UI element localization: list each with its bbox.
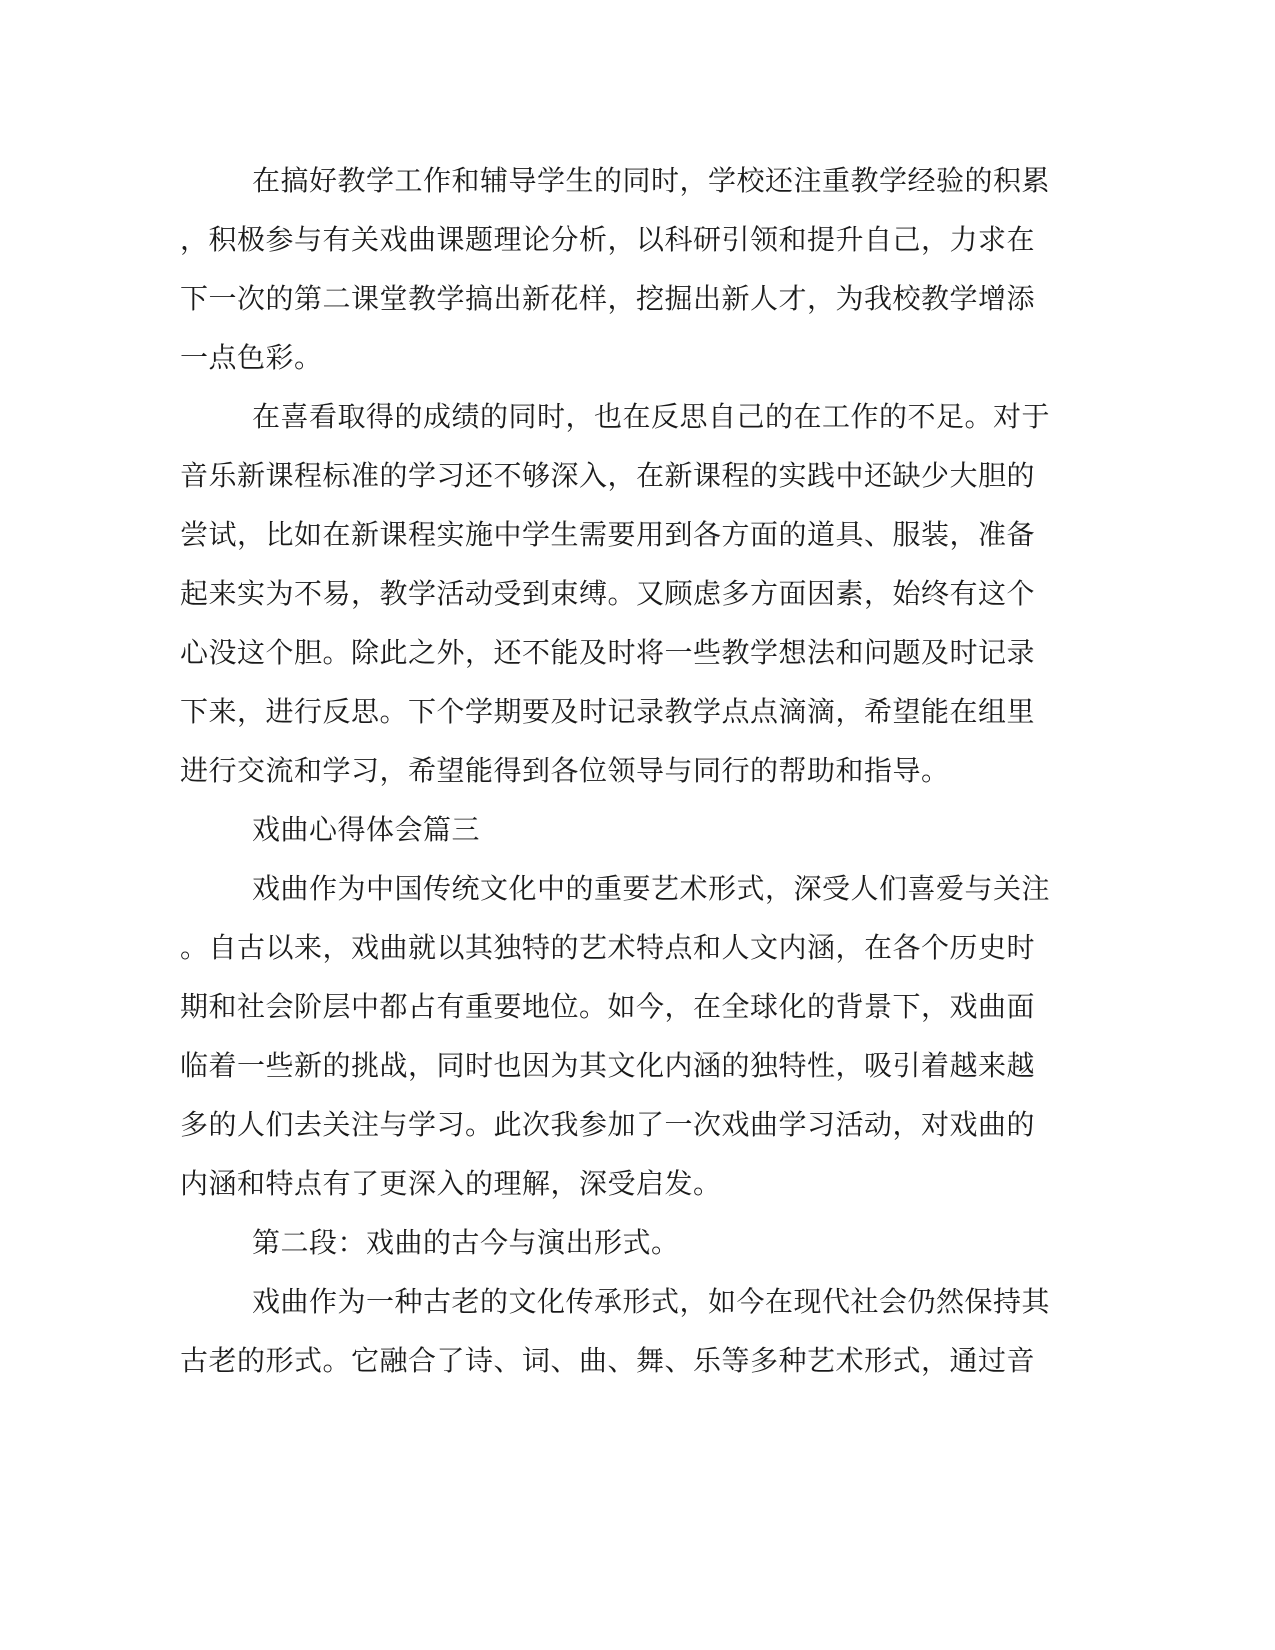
paragraph-1-line-1: 在搞好教学工作和辅导学生的同时，学校还注重教学经验的积累 — [252, 164, 1051, 197]
paragraph-4-line-1: 戏曲作为一种古老的文化传承形式，如今在现代社会仍然保持其 — [252, 1285, 1051, 1318]
paragraph-3-line-1: 戏曲作为中国传统文化中的重要艺术形式，深受人们喜爱与关注 — [252, 872, 1051, 905]
paragraph-1-line-2: ，积极参与有关戏曲课题理论分析，以科研引领和提升自己，力求在 — [180, 223, 1036, 256]
section-heading: 戏曲心得体会篇三 — [252, 813, 481, 846]
paragraph-2-line-2: 音乐新课程标准的学习还不够深入，在新课程的实践中还缺少大胆的 — [180, 459, 1036, 492]
paragraph-2-line-6: 下来，进行反思。下个学期要及时记录教学点点滴滴，希望能在组里 — [180, 695, 1036, 728]
paragraph-3-line-2: 。自古以来，戏曲就以其独特的艺术特点和人文内涵，在各个历史时 — [180, 931, 1036, 964]
paragraph-3-line-4: 临着一些新的挑战，同时也因为其文化内涵的独特性，吸引着越来越 — [180, 1049, 1036, 1082]
paragraph-1-line-4: 一点色彩。 — [180, 341, 323, 374]
paragraph-2-line-1: 在喜看取得的成绩的同时，也在反思自己的在工作的不足。对于 — [252, 400, 1051, 433]
paragraph-3-line-5: 多的人们去关注与学习。此次我参加了一次戏曲学习活动，对戏曲的 — [180, 1108, 1036, 1141]
paragraph-3-line-6: 内涵和特点有了更深入的理解，深受启发。 — [180, 1167, 722, 1200]
paragraph-2-line-4: 起来实为不易，教学活动受到束缚。又顾虑多方面因素，始终有这个 — [180, 577, 1036, 610]
paragraph-2-line-7: 进行交流和学习，希望能得到各位领导与同行的帮助和指导。 — [180, 754, 950, 787]
paragraph-2-line-5: 心没这个胆。除此之外，还不能及时将一些教学想法和问题及时记录 — [180, 636, 1036, 669]
paragraph-2-line-3: 尝试，比如在新课程实施中学生需要用到各方面的道具、服装，准备 — [180, 518, 1036, 551]
subsection-heading: 第二段：戏曲的古今与演出形式。 — [252, 1226, 680, 1259]
paragraph-3-line-3: 期和社会阶层中都占有重要地位。如今，在全球化的背景下，戏曲面 — [180, 990, 1036, 1023]
paragraph-1-line-3: 下一次的第二课堂教学搞出新花样，挖掘出新人才，为我校教学增添 — [180, 282, 1036, 315]
paragraph-4-line-2: 古老的形式。它融合了诗、词、曲、舞、乐等多种艺术形式，通过音 — [180, 1344, 1036, 1377]
